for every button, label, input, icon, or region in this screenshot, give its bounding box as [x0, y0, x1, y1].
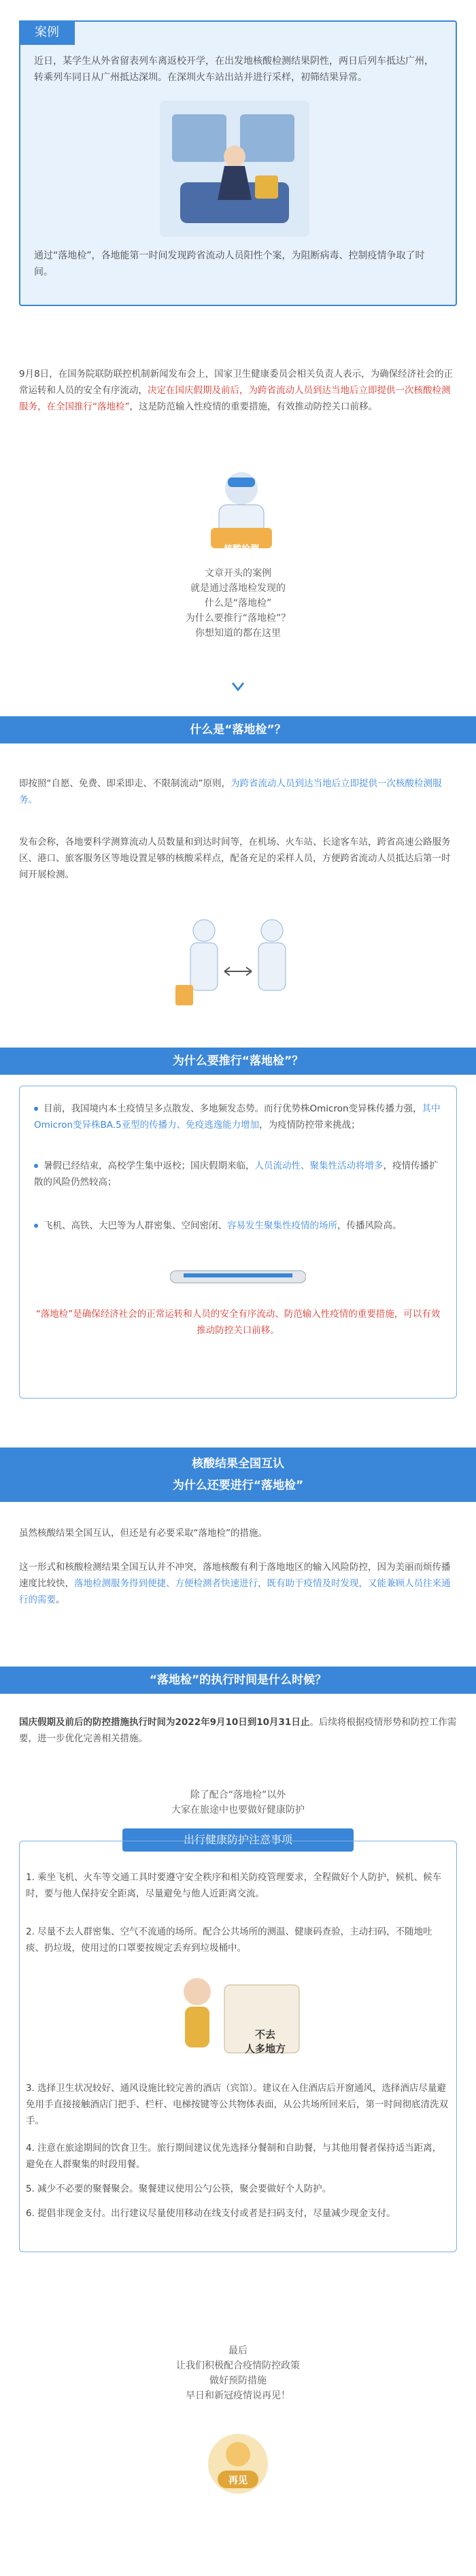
why-bullet-1: 目前，我国境内本土疫情呈多点散发、多地频发态势。而行优势株Omicron变异株传播力强，其中Omicron变异株BA.5亚型的传播力、免疫逃逸能力增加，为疫情防控带来挑战； [34, 1103, 441, 1131]
protection-intro-line: 大家在旅途中也要做好健康防护 [171, 1805, 305, 1816]
question-line: 为什么要推行“落地检”？ [185, 613, 291, 624]
tip-3: 3. 选择卫生状况较好、通风设施比较完善的酒店（宾馆）。建议在入住酒店后开窗通风，选择酒店尽量避免用手直接接触酒店门把手、栏杆、电梯按键等公共物体表面，从公共场所回来后，第一时间彻底清洗双手。 [26, 2083, 448, 2126]
tip-6: 6. 提倡非现金支付。出行建议尽量使用移动在线支付或者是扫码支付，尽量减少现金支付。 [26, 2208, 396, 2219]
ending-line: 最后 [228, 2345, 248, 2356]
ending-line: 让我们积极配合疫情防控政策 [176, 2360, 300, 2371]
section-what-paragraph-1: 即按照“自愿、免费、即采即走、不限制流动”原则，为跨省流动人员到达当地后立即提供一次核酸检测服务。 [19, 778, 442, 805]
ending-block [0, 2343, 476, 2403]
sign-text: 不去 [254, 2028, 275, 2041]
goodbye-label: 再见 [228, 2475, 248, 2486]
questions-block [0, 566, 476, 641]
testing-workers-illustration [170, 910, 306, 1012]
protection-intro-line: 除了配合“落地检”以外 [190, 1790, 286, 1801]
section-mutual-paragraph-1: 虽然核酸结果全国互认，但还是有必要采取“落地检”的措施。 [19, 1528, 267, 1539]
section-what-paragraph-2: 发布会称，各地要科学测算流动人员数量和到达时间等，在机场、火车站、长途客车站，跨省高速公路服务区、港口、旅客服务区等地设置足够的核酸采样点，配备充足的采样人员，方便跨省流动人员抵达后第一时间开展检测。 [19, 837, 451, 880]
section-mutual-banner [0, 1448, 476, 1502]
why-bullet-2: 暑假已经结束，高校学生集中返校；国庆假期来临，人员流动性、聚集性活动将增多，疫情传播扩散的风险仍然较高； [34, 1160, 439, 1188]
section-why-banner: 为什么要推行“落地检”？ [0, 1048, 476, 1075]
train-icon [170, 1267, 306, 1287]
question-line: 就是通过落地检发现的 [190, 583, 286, 594]
case-tag: 案例 [19, 20, 75, 45]
badge-label: 核酸检测 [223, 544, 259, 554]
section-mutual-title-2: 为什么还要进行“落地检” [172, 1479, 304, 1492]
section-mutual-paragraph-2: 这一形式和核酸检测结果全国互认并不冲突，落地核酸有利于落地地区的输入风险防控，因为美丽而烦传播速度比较快，落地检测服务得到便捷、方便检测者快速进行，既有助于疫情及时发现，又能兼顾人员往来通行的需要。 [19, 1562, 451, 1605]
tip-5: 5. 减少不必要的聚餐聚会。聚餐建议使用公勺公筷，聚会要做好个人防护。 [26, 2184, 332, 2194]
tip-2: 2. 尽量不去人群密集、空气不流通的场所。配合公共场所的测温、健康码查验，主动扫码，不随地吐痰、扔垃圾，使用过的口罩要按规定丢弃到垃圾桶中。 [26, 1926, 432, 1954]
case-text-1: 近日，某学生从外省留表列车离返校开学，在出发地核酸检测结果阴性，两日后列车抵达广州，转乘列车同日从广州抵达深圳。在深圳火车站出站并进行采样，初筛结果异常。 [34, 56, 434, 83]
tip-4: 4. 注意在旅途期间的饮食卫生。旅行期间建议优先选择分餐制和自助餐，与其他用餐者保持适当距离，避免在人群聚集的时段用餐。 [26, 2143, 442, 2170]
tips-header: 出行健康防护注意事项 [122, 1828, 354, 1852]
section-time-paragraph: 国庆假期及前后的防控措施执行时间为2022年9月10日到10月31日止。后续将根据疫情形势和防控工作需要，进一步优化完善相关措施。 [19, 1717, 457, 1744]
sign-text: 人多地方 [244, 2043, 286, 2055]
ending-line: 早日和新冠疫情说再见！ [186, 2390, 290, 2401]
question-line: 文章开头的案例 [205, 568, 271, 579]
why-bullet-3: 飞机、高铁、大巴等为人群密集、空间密闭、容易发生聚集性疫情的场所，传播风险高。 [34, 1218, 442, 1234]
why-summary: “落地检”是确保经济社会的正常运转和人员的安全有序流动、防范输入性疫情的重要措施，可以有效推动防控关口前移。 [35, 1309, 441, 1336]
protection-intro [0, 1788, 476, 1818]
goodbye-cat-illustration [204, 2430, 272, 2498]
train-passenger-illustration [160, 101, 309, 237]
arrow-down-icon [230, 680, 246, 694]
avoid-crowds-sign [231, 2027, 299, 2056]
intro-paragraph: 9月8日，在国务院联防联控机制新闻发布会上，国家卫生健康委员会相关负责人表示，为确保经济社会的正常运转和人员的安全有序流动，决定在国庆假期及前后，为跨省流动人员到达当地后立即提供一次核酸检测服务，在全国推行“落地检”，这是防范输入性疫情的重要措施，有效推动防控关口前移。 [19, 369, 454, 412]
section-time-banner: “落地检”的执行时间是什么时候？ [0, 1667, 476, 1694]
section-what-banner: 什么是“落地检”？ [0, 716, 476, 743]
question-line: 你想知道的都在这里 [195, 628, 281, 639]
ending-line: 做好预防措施 [209, 2375, 267, 2386]
case-text-2: 通过“落地检”，各地能第一时间发现跨省流动人员阳性个案，为阻断病毒、控制疫情争取了时间。 [34, 250, 425, 278]
section-mutual-title-1: 核酸结果全国互认 [192, 1457, 284, 1471]
question-line: 什么是“落地检” [204, 598, 272, 609]
tip-1: 1. 乘坐飞机、火车等交通工具时要遵守安全秩序和相关防疫管理要求，全程做好个人防护，候机、候车时，要与他人保持安全距离，尽量避免与他人近距离交流。 [26, 1872, 442, 1899]
